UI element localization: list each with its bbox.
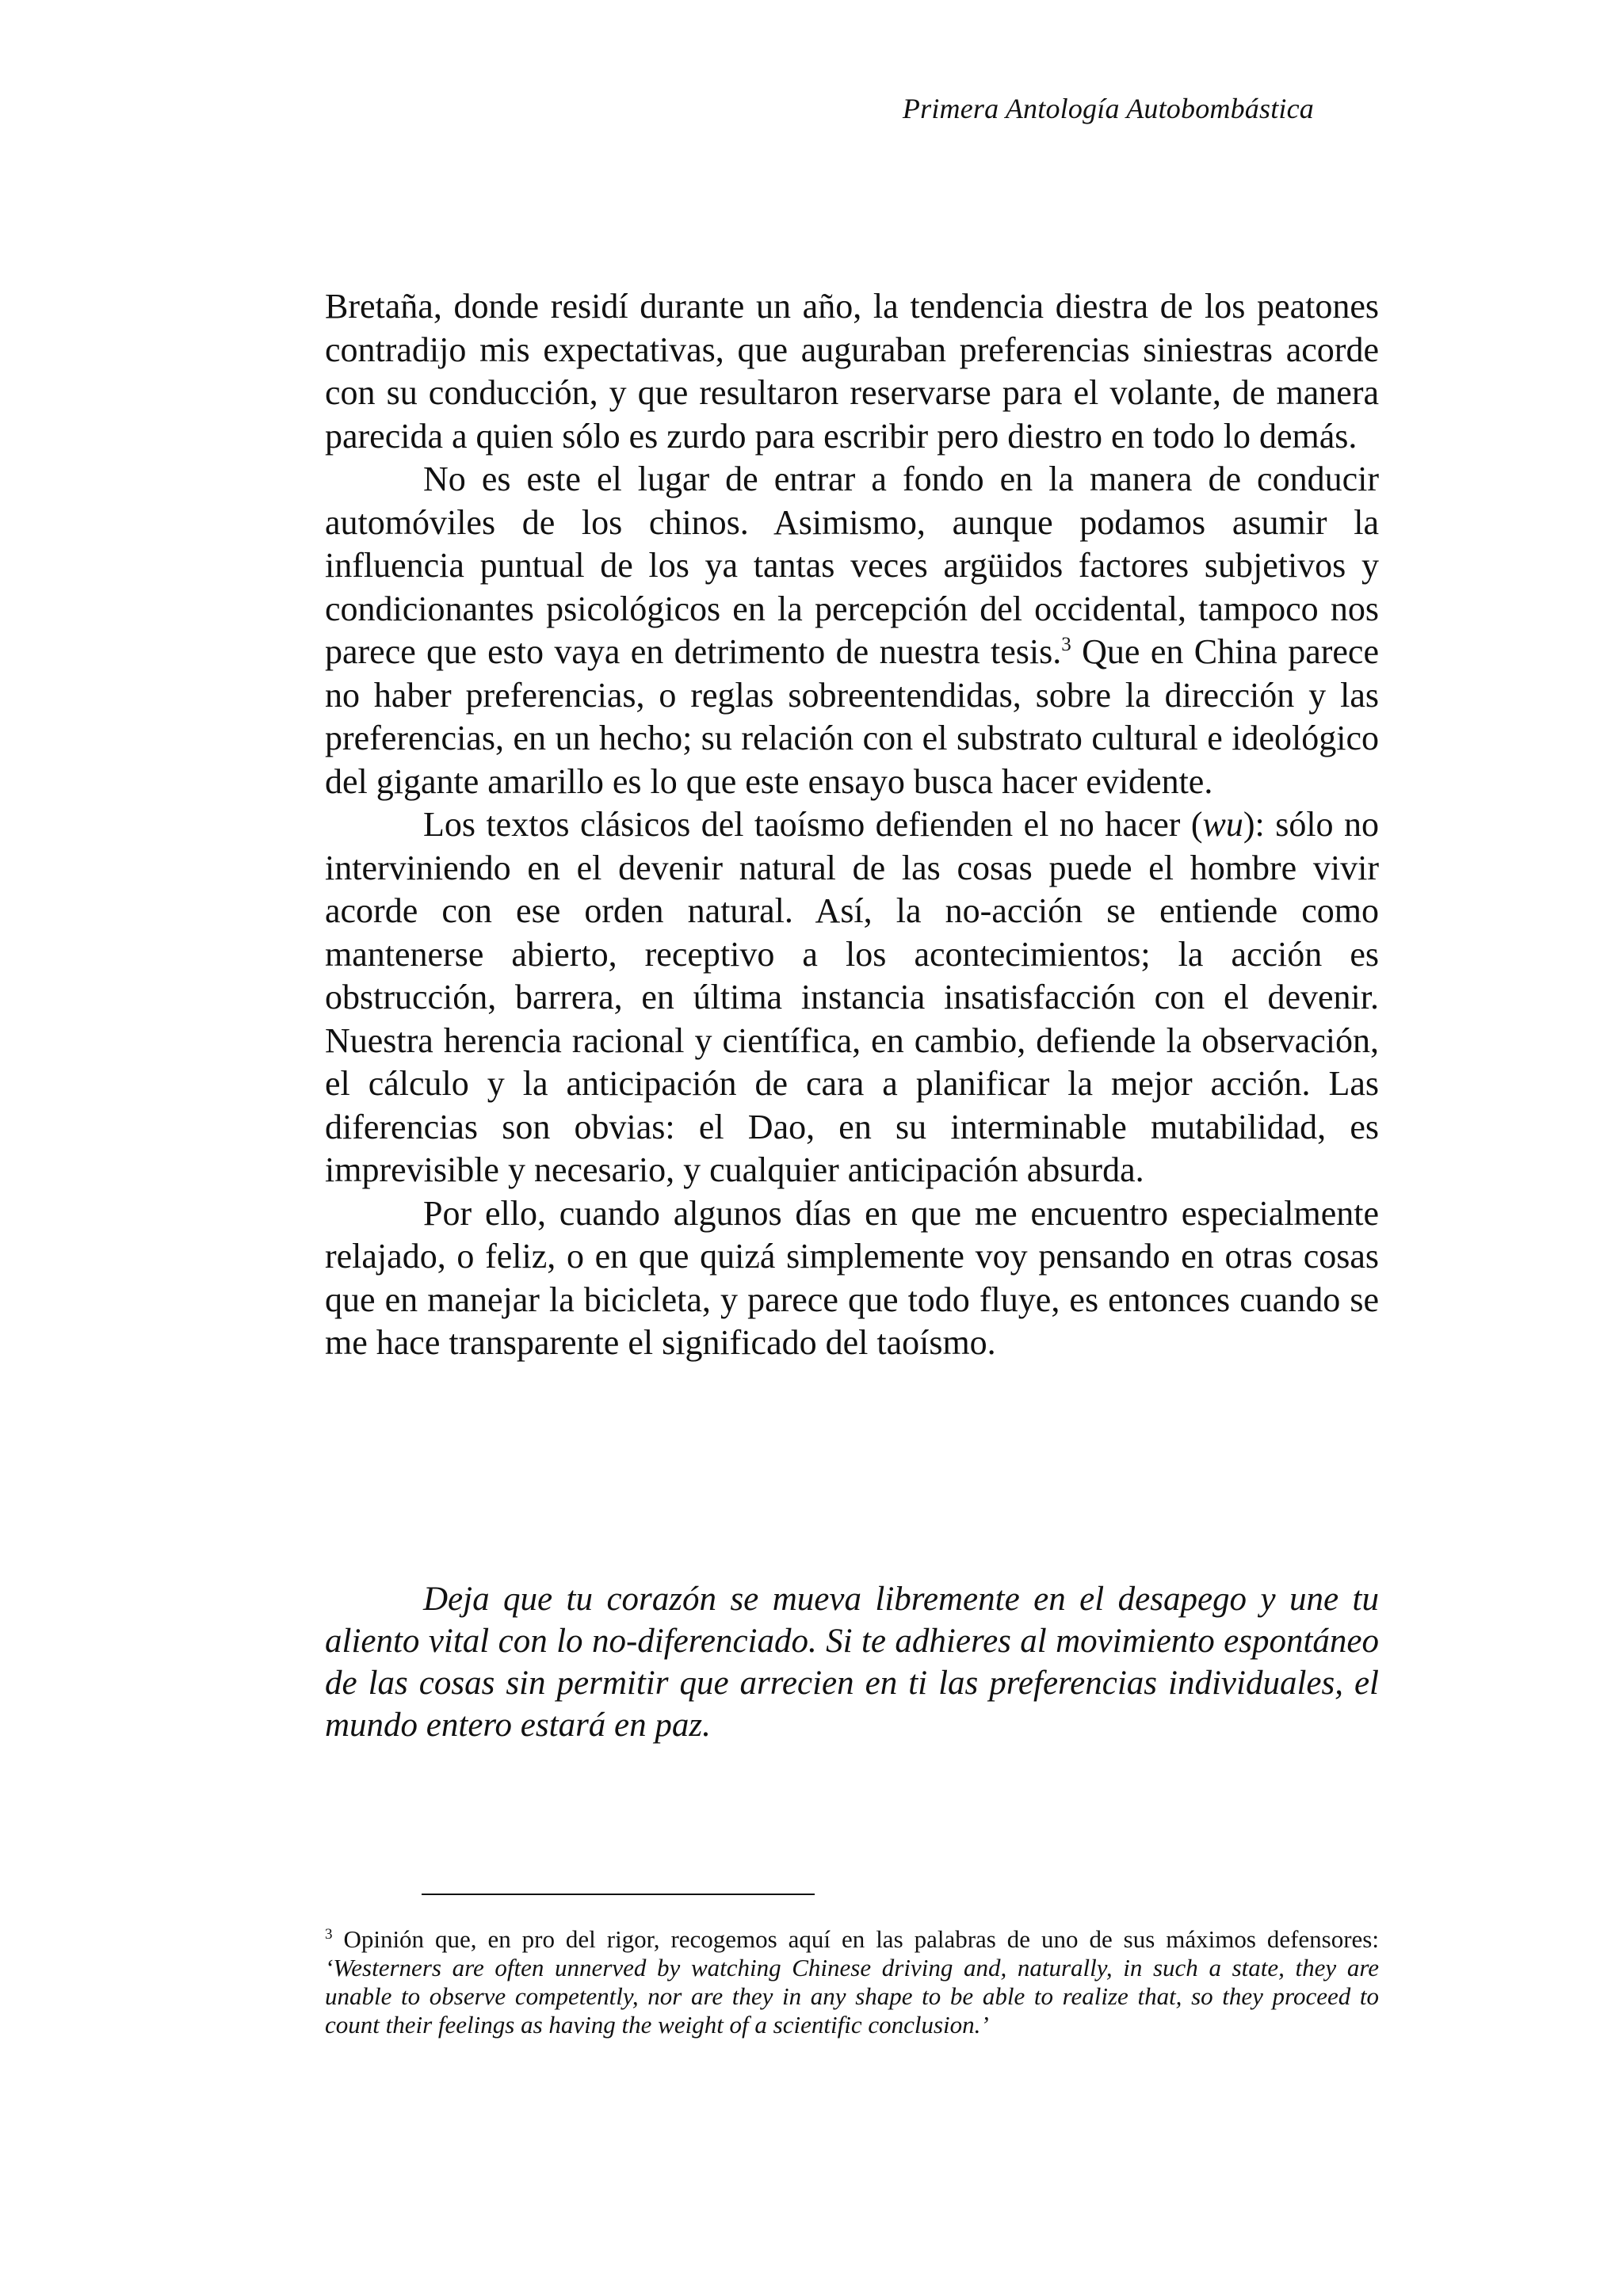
running-header: Primera Antología Autobombástica	[902, 93, 1314, 124]
paragraph-2-continuation: Que en China parece no haber preferencias, o reglas sobreentendidas, sobre la dirección y las preferencias, en un hecho; su relación con el substrato cultural e ideológico del gigante amarillo es lo que este ensayo busca hacer evidente.	[325, 632, 1379, 801]
paragraph-2-text: No es este el lugar de entrar a fondo en la manera de conducir automóviles de los chinos. Asimismo, aunque podamos asumir la influencia puntual de los ya tantas veces argüidos factores subjetivos y condicionantes psicológicos en la percepción del occidental, tampoco nos parece que esto vaya en detrimento de nuestra tesis.	[325, 460, 1379, 671]
footnote-reference[interactable]: 3	[1061, 634, 1071, 655]
wu-term: wu	[1202, 805, 1243, 844]
footnote-text: Opinión que, en pro del rigor, recogemos aquí en las palabras de uno de sus máximos defensores:	[332, 1925, 1379, 1953]
paragraph-3	[325, 803, 1379, 1192]
footnote-separator	[422, 1894, 815, 1895]
body-text	[325, 285, 1379, 1365]
block-quote: Deja que tu corazón se mueva libremente en el desapego y une tu aliento vital con lo no-diferenciado. Si te adhieres al movimiento espontáneo de las cosas sin permitir que arrecien en ti las preferencias individuales, el mundo entero estará en paz.	[325, 1581, 1379, 1744]
paragraph-3-text: Los textos clásicos del taoísmo defienden el no hacer (	[423, 805, 1203, 844]
footnote	[325, 1925, 1379, 2039]
footnote-quote: ‘Westerners are often unnerved by watching Chinese driving and, naturally, in such a state, they are unable to observe competently, nor are they in any shape to be able to realize that, so they proceed to count their feelings as having the weight of a scientific conclusion.’	[325, 1954, 1379, 2039]
footnote-mark: 3	[325, 1926, 333, 1943]
paragraph-4: Por ello, cuando algunos días en que me encuentro especialmente relajado, o feliz, o en que quizá simplemente voy pensando en otras cosas que en manejar la bicicleta, y parece que todo fluye, es entonces cuando se me hace transparente el significado del taoísmo.	[325, 1193, 1379, 1362]
paragraph-3-continuation: ): sólo no interviniendo en el devenir natural de las cosas puede el hombre vivir acorde con ese orden natural. Así, la no-acción se entiende como mantenerse abierto, receptivo a los acontecimientos; la acción es obstrucción, barrera, en última instancia insatisfacción con el devenir. Nuestra herencia racional y científica, en cambio, defiende la observación, el cálculo y la anticipación de cara a planificar la mejor acción. Las diferencias son obvias: el Dao, en su interminable mutabilidad, es imprevisible y necesario, y cualquier anticipación absurda.	[325, 805, 1379, 1189]
paragraph-1: Bretaña, donde residí durante un año, la tendencia diestra de los peatones contradijo mis expectativas, que auguraban preferencias siniestras acorde con su conducción, y que resultaron reservarse para el volante, de manera parecida a quien sólo es zurdo para escribir pero diestro en todo lo demás.	[325, 287, 1379, 456]
paragraph-2	[325, 458, 1379, 803]
